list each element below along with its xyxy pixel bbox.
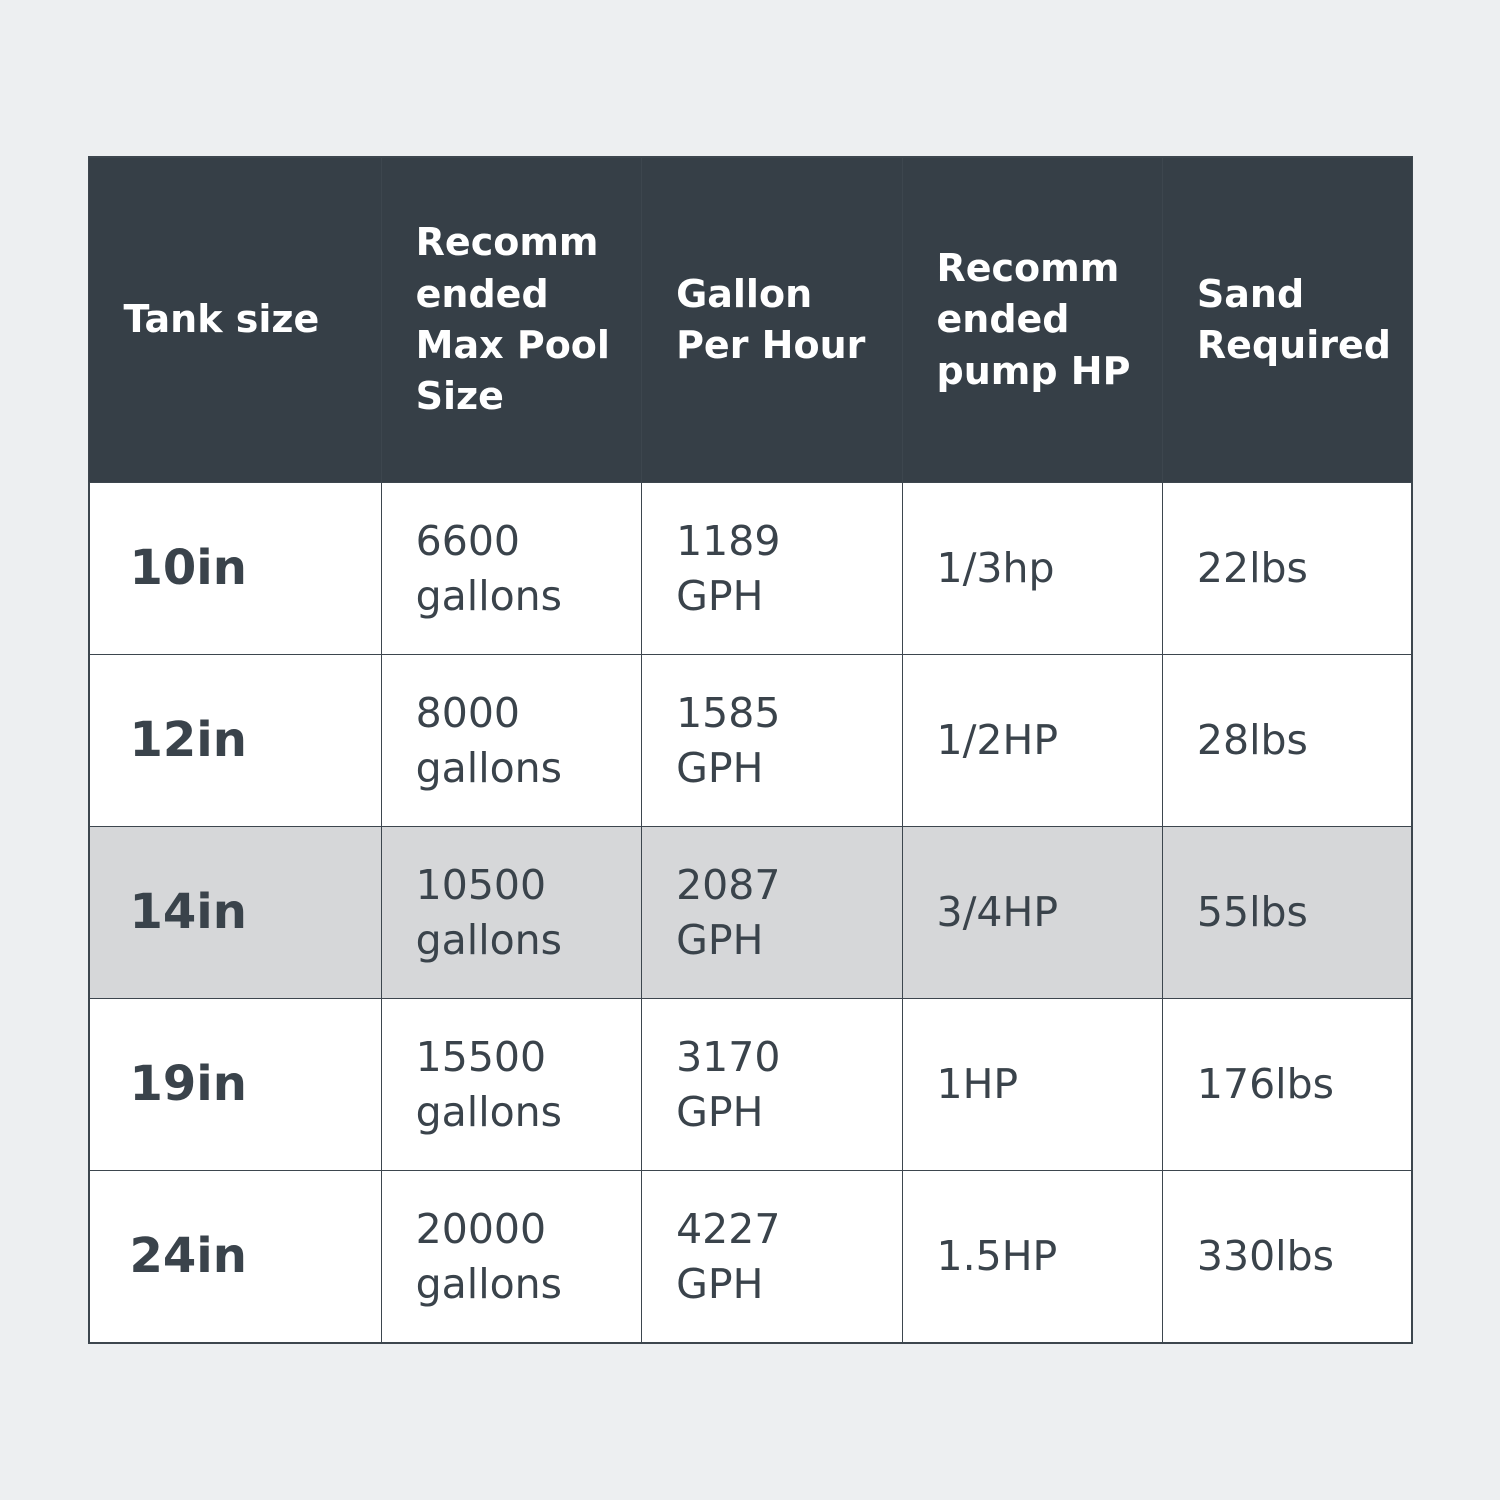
table-row	[89, 999, 1411, 1171]
table-header	[89, 158, 1411, 483]
cell-max-pool-size: 6600 gallons	[381, 483, 641, 655]
cell-pump-hp: 1HP	[902, 999, 1162, 1171]
cell-tank-size: 14in	[89, 827, 381, 999]
column-header-sand-required: Sand Required	[1162, 158, 1411, 483]
cell-sand-required: 176lbs	[1162, 999, 1411, 1171]
cell-sand-required: 28lbs	[1162, 655, 1411, 827]
tank-spec-table	[89, 157, 1412, 1343]
column-header-pump-hp: Recomm ended pump HP	[902, 158, 1162, 483]
table-body	[89, 483, 1411, 1343]
cell-sand-required: 22lbs	[1162, 483, 1411, 655]
table-row	[89, 483, 1411, 655]
cell-max-pool-size: 10500 gallons	[381, 827, 641, 999]
cell-gallons-per-hour: 3170 GPH	[642, 999, 902, 1171]
cell-sand-required: 330lbs	[1162, 1171, 1411, 1343]
cell-tank-size: 24in	[89, 1171, 381, 1343]
cell-tank-size: 12in	[89, 655, 381, 827]
cell-pump-hp: 3/4HP	[902, 827, 1162, 999]
cell-gallons-per-hour: 4227 GPH	[642, 1171, 902, 1343]
cell-pump-hp: 1/3hp	[902, 483, 1162, 655]
cell-max-pool-size: 8000 gallons	[381, 655, 641, 827]
column-header-tank-size: Tank size	[89, 158, 381, 483]
cell-max-pool-size: 15500 gallons	[381, 999, 641, 1171]
header-row	[89, 158, 1411, 483]
spec-table-card	[88, 156, 1413, 1344]
cell-max-pool-size: 20000 gallons	[381, 1171, 641, 1343]
cell-pump-hp: 1/2HP	[902, 655, 1162, 827]
cell-pump-hp: 1.5HP	[902, 1171, 1162, 1343]
table-row	[89, 655, 1411, 827]
cell-gallons-per-hour: 1189 GPH	[642, 483, 902, 655]
column-header-max-pool-size: Recomm ended Max Pool Size	[381, 158, 641, 483]
cell-sand-required: 55lbs	[1162, 827, 1411, 999]
cell-gallons-per-hour: 1585 GPH	[642, 655, 902, 827]
column-header-gallon-per-hour: Gallon Per Hour	[642, 158, 902, 483]
cell-tank-size: 10in	[89, 483, 381, 655]
cell-tank-size: 19in	[89, 999, 381, 1171]
cell-gallons-per-hour: 2087 GPH	[642, 827, 902, 999]
table-row	[89, 1171, 1411, 1343]
table-row-highlighted	[89, 827, 1411, 999]
